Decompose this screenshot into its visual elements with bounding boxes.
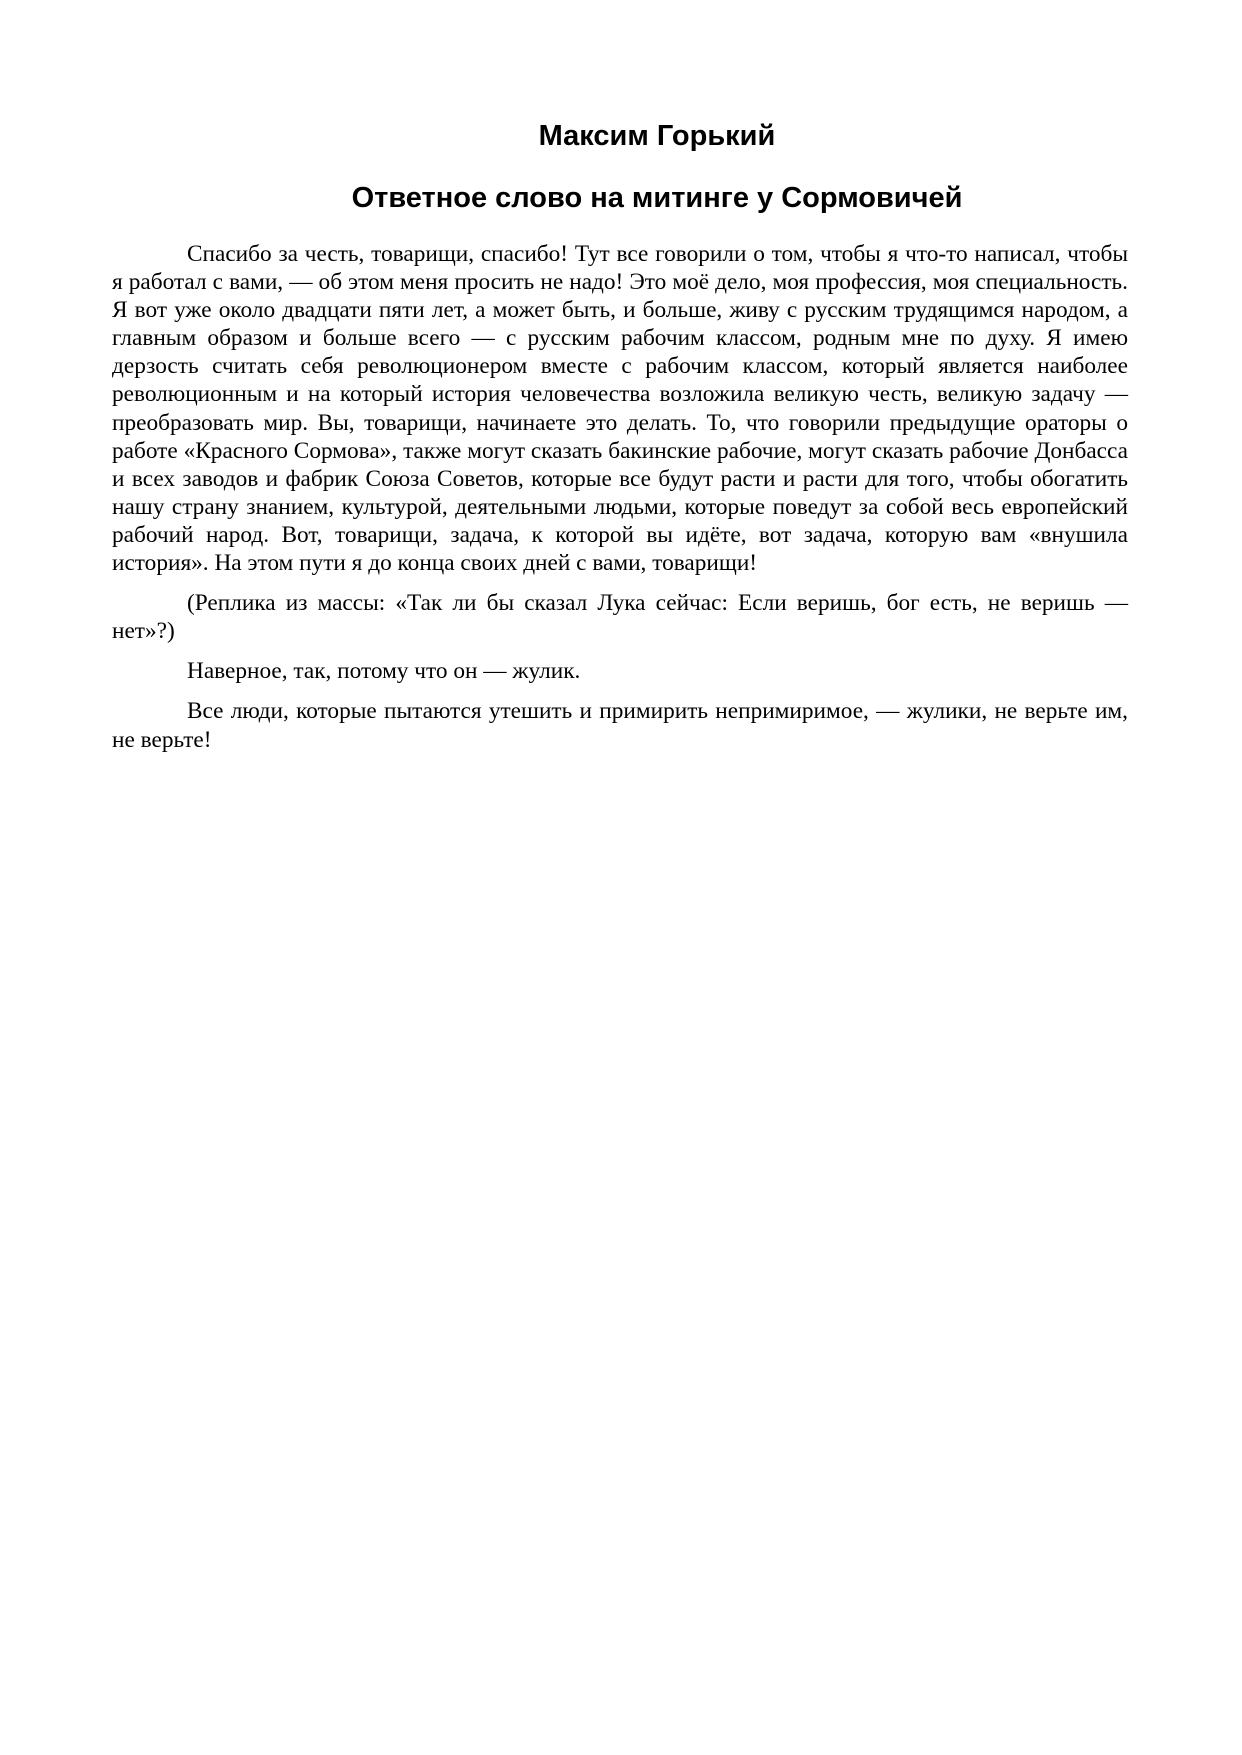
author-name: Максим Горький	[538, 120, 776, 152]
document-body	[112, 240, 1128, 766]
paragraph-remark: (Реплика из массы: «Так ли бы сказал Лука сейчас: Если веришь, бог есть, не веришь — нет»?)	[112, 590, 1128, 645]
paragraph-speech: Спасибо за честь, товарищи, спасибо! Тут все говорили о том, чтобы я что-то написал, чтобы я работал с вами, — об этом меня просить не надо! Это моё дело, моя профессия, моя специальность. Я вот уже около двадцати пяти лет, а может быть, и больше, живу с русским трудящимся народом, а главным образом и больше всего — с русским рабочим классом, родным мне по духу. Я имею дерзость считать себя революционером вместе с рабочим классом, который является наиболее революционным и на который история человечества возложила великую честь, великую задачу — преобразовать мир. Вы, товарищи, начинаете это делать. То, что говорили предыдущие ораторы о работе «Красного Сормова», также могут сказать бакинские рабочие, могут сказать рабочие Донбасса и всех заводов и фабрик Союза Советов, которые все будут расти и расти для того, чтобы обогатить нашу страну знанием, культурой, деятельными людьми, которые поведут за собой весь европейский рабочий народ. Вот, товарищи, задача, к которой вы идёте, вот задача, которую вам «внушила история». На этом пути я до конца своих дней с вами, товарищи!	[112, 241, 1128, 577]
paragraph-answer: Наверное, так, потому что он — жулик.	[187, 658, 581, 685]
paragraph-closing: Все люди, которые пытаются утешить и примирить непримиримое, — жулики, не верьте им, не верьте!	[112, 698, 1128, 753]
document-title: Ответное слово на митинге у Сормовичей	[351, 182, 963, 214]
